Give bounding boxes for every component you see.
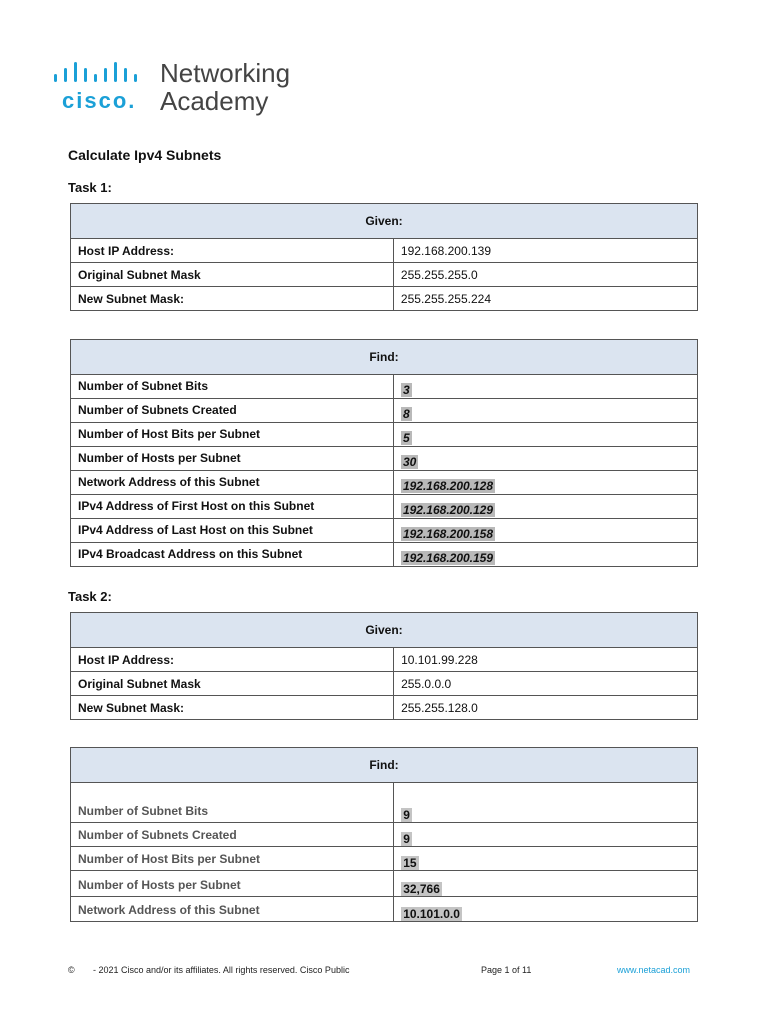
task2-label: Task 2: [68,589,112,604]
footer-page-number: Page 1 of 11 [481,965,532,975]
row-value [394,871,698,897]
answer-value: 15 [403,856,417,870]
answer-value: 192.168.200.158 [402,527,494,541]
row-label: Original Subnet Mask [71,263,394,287]
row-label: Network Address of this Subnet [71,897,394,922]
row-label: IPv4 Broadcast Address on this Subnet [71,543,394,567]
row-label: IPv4 Address of Last Host on this Subnet [71,519,394,543]
row-label: IPv4 Address of First Host on this Subnet [71,495,394,519]
table-row [71,543,698,567]
answer-value: 8 [402,407,410,421]
row-label: Number of Hosts per Subnet [71,871,394,897]
task2-find-table [70,747,698,922]
answer-value: 5 [402,431,410,445]
row-value: 10.101.99.228 [394,648,698,672]
table-row [71,672,698,696]
row-value [393,375,697,399]
answer-value: 192.168.200.129 [402,503,494,517]
row-value [393,543,697,567]
row-value [394,897,698,922]
task2-given-header: Given: [71,613,698,648]
row-label: Number of Hosts per Subnet [71,447,394,471]
row-value: 255.255.255.224 [393,287,697,311]
table-row [71,239,698,263]
row-label: Number of Subnet Bits [71,783,394,823]
cisco-wordmark: cisco. [62,88,137,113]
answer-value: 192.168.200.128 [402,479,494,493]
task2-given-table [70,612,698,720]
footer-link[interactable]: www.netacad.com [617,965,691,975]
table-row [71,375,698,399]
row-value: 255.0.0.0 [394,672,698,696]
row-value [394,823,698,847]
table-row [71,495,698,519]
answer-value: 3 [402,383,410,397]
task2-find-header: Find: [71,748,698,783]
answer-value: 10.101.0.0 [403,907,460,921]
row-label: Original Subnet Mask [71,672,394,696]
row-label: Number of Subnets Created [71,399,394,423]
answer-value: 30 [402,455,417,469]
row-value [394,847,698,871]
row-value [394,783,698,823]
copyright-icon: © [68,965,75,975]
task1-find-header: Find: [71,340,698,375]
row-label: Number of Subnets Created [71,823,394,847]
footer-copyright: - 2021 Cisco and/or its affiliates. All rights reserved. Cisco Public [93,965,350,975]
row-label: New Subnet Mask: [71,696,394,720]
table-row [71,823,698,847]
row-value [393,471,697,495]
row-value: 192.168.200.139 [393,239,697,263]
table-row [71,263,698,287]
row-label: Number of Host Bits per Subnet [71,847,394,871]
answer-value: 9 [403,808,410,822]
table-row [71,696,698,720]
table-row [71,287,698,311]
row-value: 255.255.255.0 [393,263,697,287]
answer-value: 9 [403,832,410,846]
logo-networking-text: Networking [160,58,291,88]
table-row [71,783,698,823]
table-row [71,897,698,922]
logo-academy-text: Academy [160,86,269,116]
table-row [71,447,698,471]
row-label: Network Address of this Subnet [71,471,394,495]
cisco-networking-academy-logo [52,58,312,118]
row-label: Number of Subnet Bits [71,375,394,399]
task1-given-table [70,203,698,311]
cisco-bars-icon [52,62,148,84]
row-value [393,399,697,423]
task1-label: Task 1: [68,180,112,195]
table-row [71,423,698,447]
document-title: Calculate Ipv4 Subnets [68,147,222,163]
table-row [71,471,698,495]
row-value [393,423,697,447]
row-label: New Subnet Mask: [71,287,394,311]
row-value: 255.255.128.0 [394,696,698,720]
row-value [393,495,697,519]
row-label: Number of Host Bits per Subnet [71,423,394,447]
row-value [393,519,697,543]
table-row [71,399,698,423]
answer-value: 192.168.200.159 [402,551,494,565]
table-row [71,847,698,871]
table-row [71,871,698,897]
row-label: Host IP Address: [71,239,394,263]
table-row [71,648,698,672]
table-row [71,519,698,543]
task1-find-table [70,339,698,567]
task1-given-header: Given: [71,204,698,239]
row-label: Host IP Address: [71,648,394,672]
answer-value: 32,766 [403,882,440,896]
row-value [393,447,697,471]
